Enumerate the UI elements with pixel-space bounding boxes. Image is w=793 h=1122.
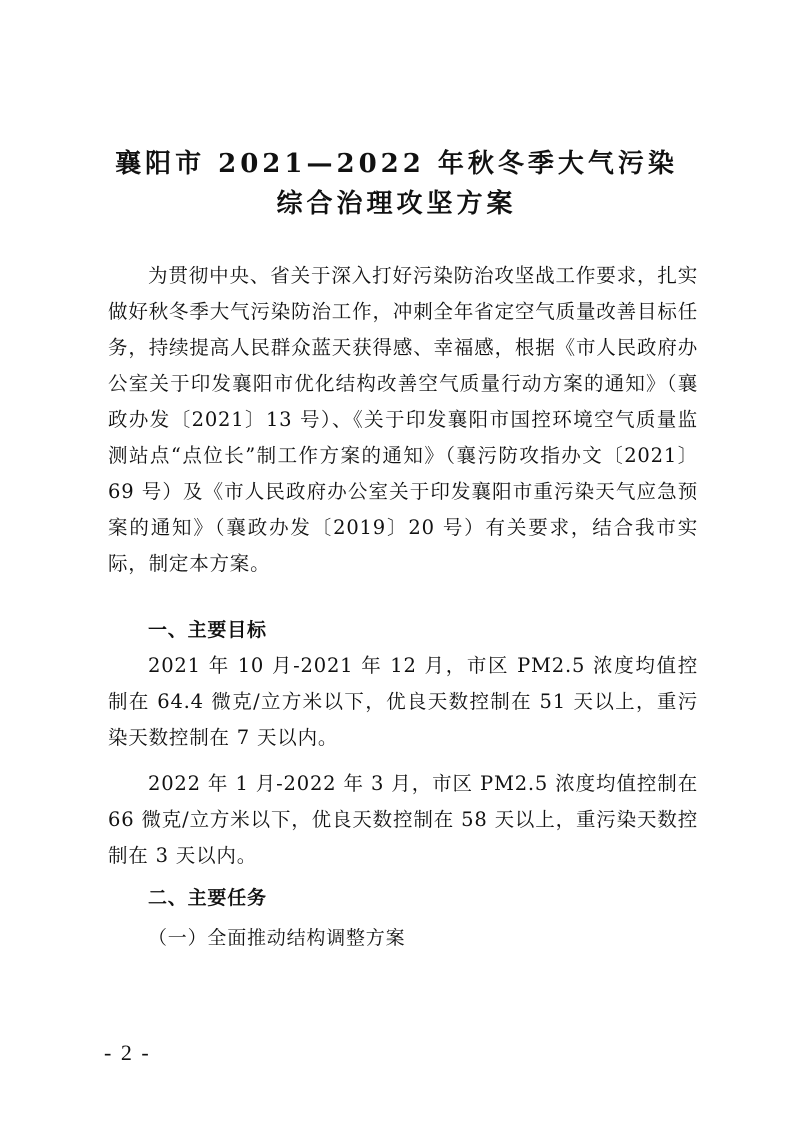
goal-paragraph-2022: 2022 年 1 月-2022 年 3 月，市区 PM2.5 浓度均值控制在 66 微克/立方米以下，优良天数控制在 58 天以上，重污染天数控制在 3 天以内。 [108,772,698,867]
subsection-heading-structure-adjustment: （一）全面推动结构调整方案 [148,927,406,949]
section-heading-main-goals: 一、主要目标 [148,619,267,641]
goal-paragraph-2021: 2021 年 10 月-2021 年 12 月，市区 PM2.5 浓度均值控制在 64.4 微克/立方米以下，优良天数控制在 51 天以上，重污染天数控制在 7 天以内。 [108,654,698,749]
document-title-line-1: 襄阳市 2021—2022 年秋冬季大气污染 [115,149,678,179]
page-number: - 2 - [104,1040,151,1065]
document-title-line-2: 综合治理攻坚方案 [276,189,517,219]
section-heading-main-tasks: 二、主要任务 [148,887,267,909]
intro-paragraph: 为贯彻中央、省关于深入打好污染防治攻坚战工作要求，扎实做好秋冬季大气污染防治工作，冲刺全年省定空气质量改善目标任务，持续提高人民群众蓝天获得感、幸福感，根据《市人民政府办公室关于印发襄阳市优化结构改善空气质量行动方案的通知》（襄政办发〔2021〕13 号）、《关于印发襄阳市国控环境空气质量监测站点“点位长”制工作方案的通知》（襄污防攻指办文〔2021〕69 号）及《市人民政府办公室关于印发襄阳市重污染天气应急预案的通知》（襄政办发〔2019〕20 号）有关要求，结合我市实际，制定本方案。 [108,264,698,575]
